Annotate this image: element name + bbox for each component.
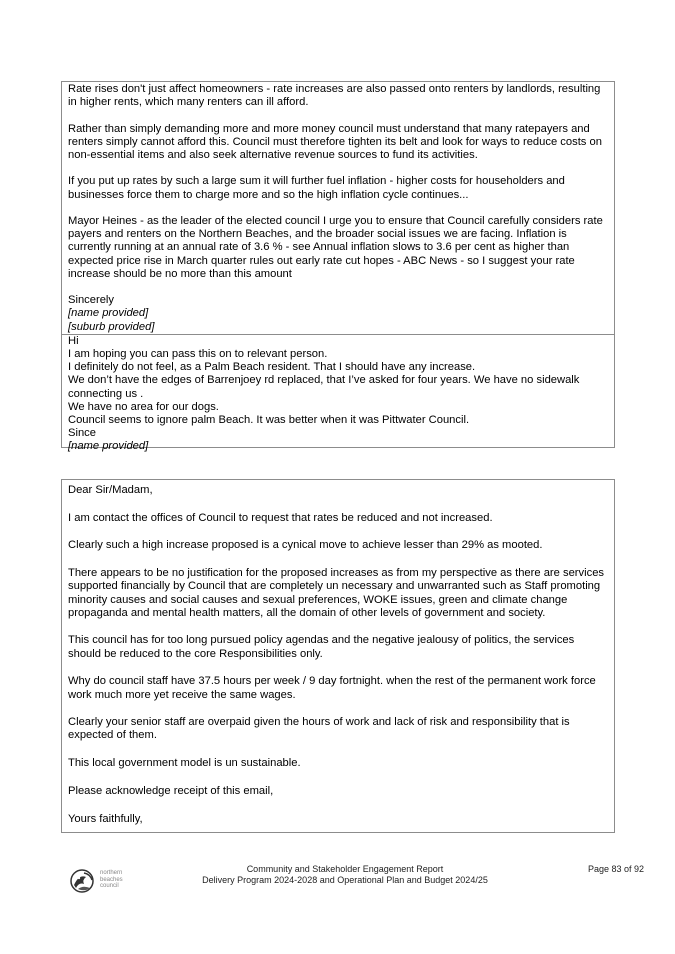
paragraph: Please acknowledge receipt of this email, (68, 784, 274, 797)
submission-cell-1 (62, 82, 614, 334)
submission-cell-2 (62, 335, 614, 454)
submission-cell-3 (62, 480, 614, 826)
name-placeholder: [name provided] (68, 440, 149, 453)
name-placeholder: [name provided] (68, 307, 149, 320)
paragraph: There appears to be no justification for the proposed increases as from my perspective as there are services supported financially by Council that are completely un necessary and unwarranted such as Staff promoting minority causes and social causes and sexual preferences, WOKE issues, green and climate change propaganda and mental health matters, all the domain of other levels of government and society. (68, 567, 605, 619)
signature-block (68, 294, 608, 334)
submissions-table-top (61, 81, 615, 453)
text-line: I am hoping you can pass this on to relevant person. (68, 348, 328, 360)
paragraph: Why do council staff have 37.5 hours per week / 9 day fortnight. when the rest of the permanent work force work much more yet receive the same wages. (68, 675, 596, 701)
report-subtitle: Delivery Program 2024-2028 and Operational Plan and Budget 2024/25 (202, 875, 488, 885)
paragraph: This council has for too long pursued policy agendas and the negative jealousy of politics, the services should be reduced to the core Responsibilities only. (68, 634, 575, 660)
paragraph: Clearly such a high increase proposed is a cynical move to achieve lesser than 29% as mooted. (68, 539, 543, 552)
paragraph: This local government model is un sustainable. (68, 757, 301, 770)
paragraph: Rate rises don't just affect homeowners - rate increases are also passed onto renters by landlords, resulting in higher rents, which many renters can ill afford. (68, 83, 601, 109)
northern-beaches-council-logo-icon (70, 868, 96, 894)
suburb-placeholder: [suburb provided] (68, 320, 155, 333)
logo-text-line: northern (100, 870, 123, 876)
text-line: I definitely do not feel, as a Palm Beach resident. That I should have any increase. (68, 361, 476, 374)
paragraph: If you put up rates by such a large sum it will further fuel inflation - higher costs for householders and businesses force them to charge more and so the high inflation cycle continues... (68, 175, 565, 201)
paragraph: Rather than simply demanding more and more money council must understand that many ratepayers and renters simply cannot afford this. Council must therefore tighten its belt and look for ways to reduce costs on non-essential items and also seek alternative revenue sources to fund its activities. (68, 122, 602, 161)
logo-text-line: beaches (100, 876, 123, 883)
signoff: Sincerely (68, 294, 115, 307)
logo-text-line: council (100, 883, 119, 889)
logo-wordmark (100, 870, 123, 890)
text-line: Council seems to ignore palm Beach. It was better when it was Pittwater Council. (68, 414, 470, 427)
paragraph: Mayor Heines - as the leader of the elected council I urge you to ensure that Council carefully considers rate payers and renters on the Northern Beaches, and the broader social issues we are facing. Inflation is currently running at an annual rate of 3.6 % - see Annual inflation slows to 3.6 per cent as higher than expected price rise in March quarter rules out early rate cut hopes - ABC News - so I suggest your rate increase should be no more than this amount (68, 214, 603, 280)
text-line: Since (68, 427, 96, 440)
text-line: We have no area for our dogs. (68, 400, 219, 413)
page-number: Page 83 of 92 (588, 864, 645, 874)
text-line: We don’t have the edges of Barrenjoey rd replaced, that I’ve asked for four years. We have no sidewalk connecting us . (68, 374, 580, 400)
paragraph: Dear Sir/Madam, (68, 484, 153, 496)
submissions-table-bottom (61, 479, 615, 833)
report-title-block (200, 864, 490, 886)
paragraph: I am contact the offices of Council to request that rates be reduced and not increased. (68, 511, 493, 524)
paragraph: Clearly your senior staff are overpaid given the hours of work and lack of risk and responsibility that is expected of them. (68, 716, 570, 742)
text-line: Hi (68, 334, 79, 347)
report-title: Community and Stakeholder Engagement Report (246, 864, 444, 874)
council-logo (70, 868, 130, 898)
paragraph: Yours faithfully, (68, 812, 143, 825)
